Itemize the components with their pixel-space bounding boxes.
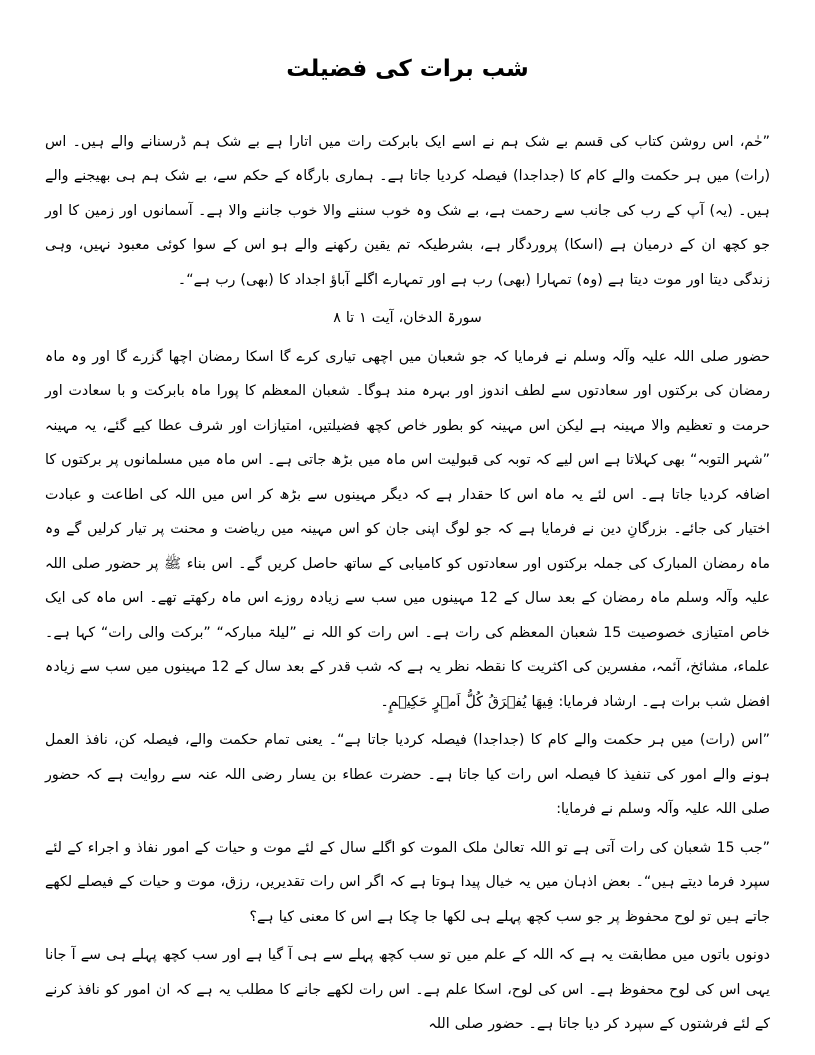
- paragraph-hadith: ”جب 15 شعبان کی رات آتی ہے تو اللہ تعالیٰ ملک الموت کو اگلے سال کے لئے موت و حیات کے امور نفاذ و اجراء کے لئے سپرد فرما دیتے ہیں“۔ بعض اذہان میں یہ خیال پیدا ہوتا ہے کہ اگر اس رات تقدیریں، رزق، موت و حیات کے فیصلے لکھے جاتے ہیں تو لوح محفوظ پر جو سب کچھ پہلے ہی لکھا جا چکا ہے اس کا معنی کیا ہے؟: [45, 839, 770, 925]
- paragraph-explanation: دونوں باتوں میں مطابقت یہ ہے کہ اللہ کے علم میں تو سب کچھ پہلے سے ہی آ گیا ہے اور سب کچھ پہلے ہی سے آ جانا یہی اس کی لوح محفوظ ہے۔ اس کی لوح، اسکا علم ہے۔ اس رات لکھے جانے کا مطلب یہ ہے کہ ان امور کو نافذ کرنے کے لئے فرشتوں کے سپرد کر دیا جاتا ہے۔ حضور صلی اللہ: [45, 947, 770, 1032]
- paragraph-quran-citation: سورۃ الدخان، آیت ۱ تا ۸: [333, 310, 482, 326]
- paragraph-tafsir: ”اس (رات) میں ہر حکمت والے کام کا (جداجدا) فیصلہ کردیا جاتا ہے“۔ یعنی تمام حکمت والے، فیصلہ کن، نافذ العمل ہونے والے امور کی تنفیذ کا فیصلہ اس رات کیا جاتا ہے۔ حضرت عطاء بن یسار رضی اللہ عنہ سے روایت ہے کہ حضور صلی اللہ علیہ وآلہ وسلم نے فرمایا:: [45, 732, 770, 817]
- page-title: شب برات کی فضیلت: [286, 56, 529, 82]
- paragraph-quran-dukhan: ”حٰم، اس روشن کتاب کی قسم بے شک ہم نے اسے ایک بابرکت رات میں اتارا ہے بے شک ہم ڈرسنانے والے ہیں۔ اس (رات) میں ہر حکمت والے کام کا (جداجدا) فیصلہ کردیا جاتا ہے۔ ہماری بارگاہ کے حکم سے، بے شک ہم ہی بھیجنے والے ہیں۔ (یہ) آپ کے رب کی جانب سے رحمت ہے، بے شک وہ خوب سننے والا خوب جاننے والا ہے۔ آسمانوں اور زمین کا اور جو کچھ ان کے درمیان ہے (اسکا) پروردگار ہے، بشرطیکہ تم یقین رکھنے والے ہو اس کے سوا کوئی معبود نہیں، وہی زندگی دیتا اور موت دیتا ہے (وہ) تمہارا (بھی) رب ہے اور تمہارے اگلے آباؤ اجداد کا (بھی) رب ہے“۔: [45, 133, 770, 288]
- paragraph-shaban-virtues: حضور صلی اللہ علیہ وآلہ وسلم نے فرمایا کہ جو شعبان میں اچھی تیاری کرے گا اسکا رمضان اچھا گزرے گا اور وہ ماہ رمضان کی برکتوں اور سعادتوں سے لطف اندوز اور بہرہ مند ہوگا۔ شعبان المعظم کا پورا ماہ بابرکت و با سعادت اور حرمت و تعظیم والا مہینہ ہے لیکن اس مہینہ کو بطور خاص کچھ فضیلتیں، امتیازات اور شرف عطا کیے گئے، یہ مہینہ ”شہر التوبہ“ بھی کہلاتا ہے اس لیے کہ توبہ کی قبولیت اس ماہ میں بڑھ جاتی ہے۔ اس ماہ میں مسلمانوں پر برکتوں کا اضافہ کردیا جاتا ہے۔ اس لئے یہ ماہ اس کا حقدار ہے کہ دیگر مہینوں سے بڑھ کر اس میں اللہ کی اطاعت و عبادت اختیار کی جائے۔ بزرگانِ دین نے فرمایا ہے کہ جو لوگ اپنی جان کو اس مہینہ میں ریاضت و محنت پر تیار کرلیں گے وہ ماہ رمضان المبارک کی جملہ برکتوں اور سعادتوں کو کامیابی کے ساتھ حاصل کریں گے۔ اس بناء ﷺ پر حضور صلی اللہ علیہ وآلہ وسلم ماہ رمضان کے بعد سال کے 12 مہینوں میں سب سے زیادہ روزے اس ماہ رکھتے تھے۔ اس ماہ کی ایک خاص امتیازی خصوصیت 15 شعبان المعظم کی رات ہے۔ اس رات کو اللہ نے ”لیلۃ مبارکہ“ ”برکت والی رات“ کہا ہے۔ علماء، مشائخ، آئمہ، مفسرین کی اکثریت کا نقطہ نظر یہ ہے کہ شب قدر کے بعد سال کے 12 مہینوں میں سب سے زیادہ افضل شب برات ہے۔ ارشاد فرمایا: فِیهَا یُفۡرَقُ کُلُّ اَمۡرٍ حَکِیۡمٍ۔: [45, 348, 770, 710]
